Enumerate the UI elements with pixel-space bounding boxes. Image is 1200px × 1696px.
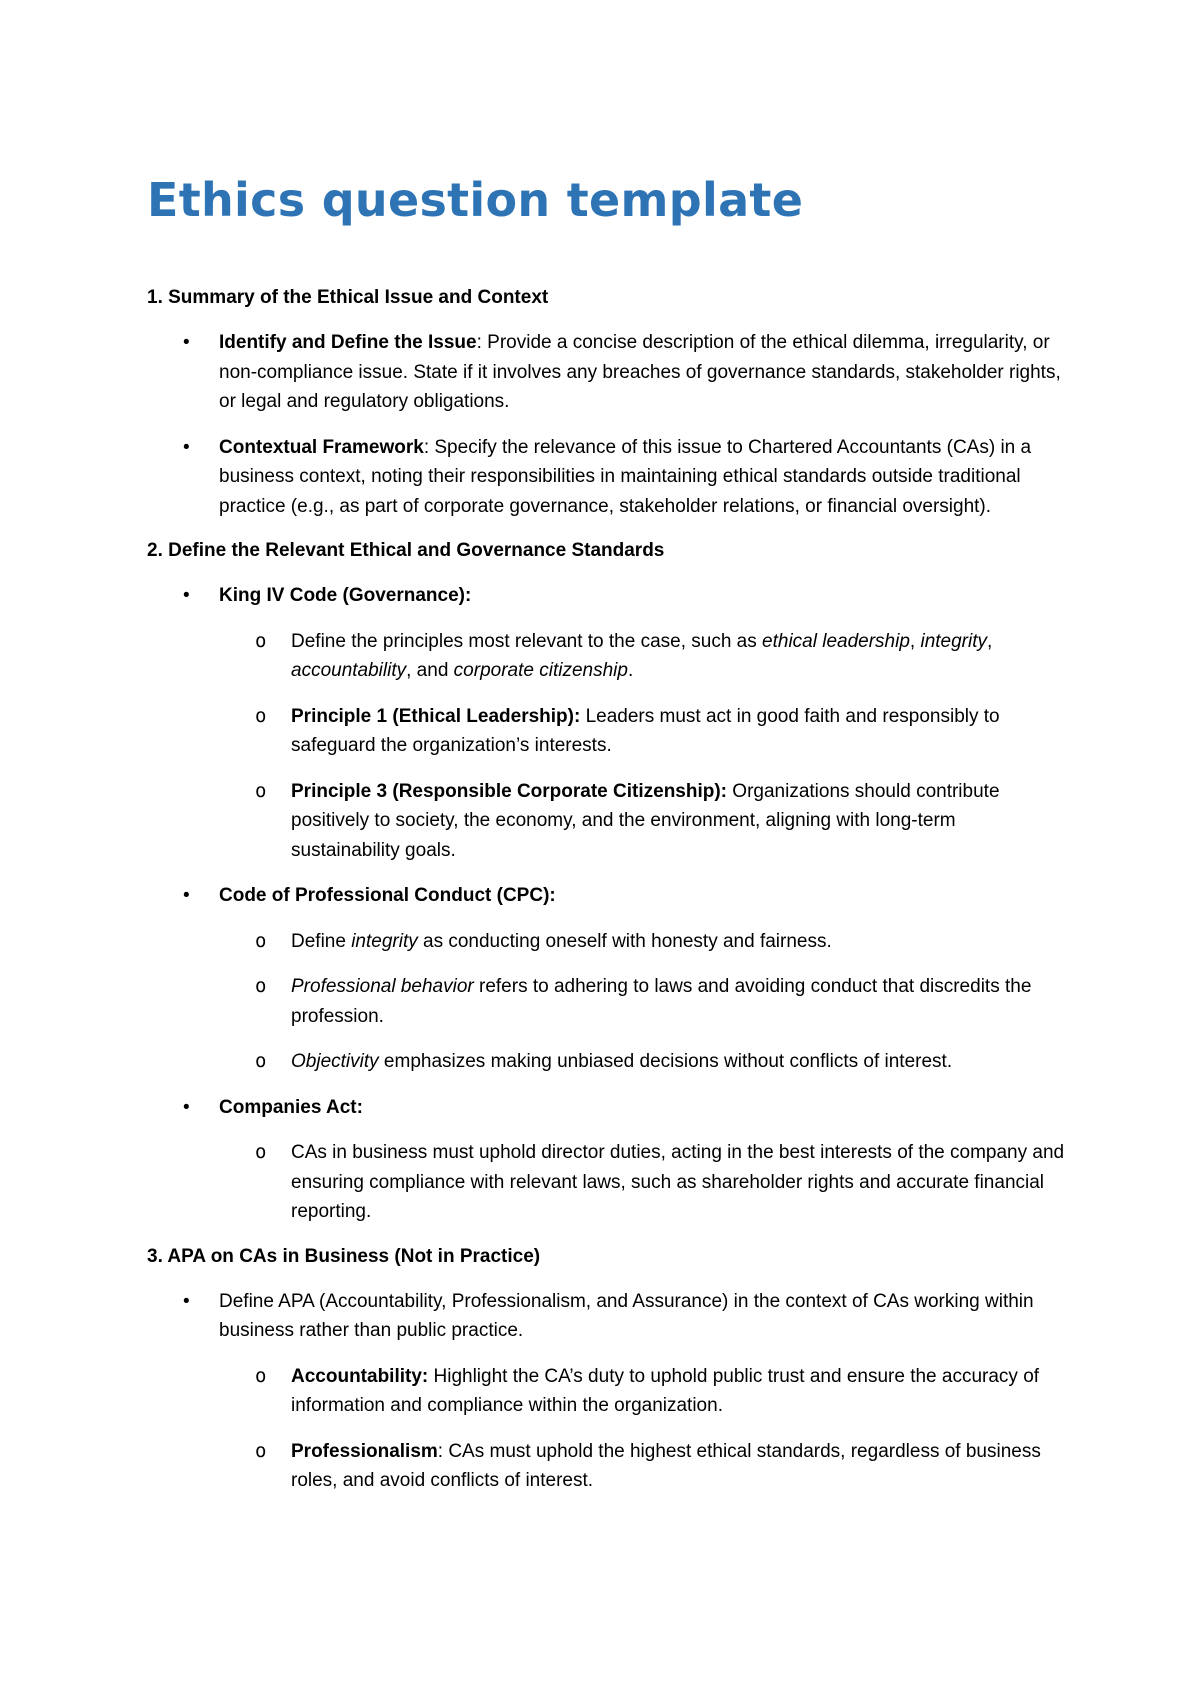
text-segment: Define: [291, 930, 352, 952]
section-2-list: [147, 581, 1067, 1227]
list-item-cpc: [147, 881, 1067, 1077]
text-professionalism: : CAs must uphold the highest ethical standards, regardless of business roles, and avoid conflicts of interest.: [291, 1440, 1041, 1491]
sub-bullet-icon: o: [255, 1050, 267, 1072]
section-1-list: [147, 328, 1067, 521]
label-companies-act: Companies Act:: [219, 1096, 363, 1118]
term-principle-3: Principle 3 (Responsible Corporate Citizenship):: [291, 780, 728, 802]
text-identify-issue: : Provide a concise description of the ethical dilemma, irregularity, or non-compliance issue. State if it involves any breaches of governance standards, stakeholder rights, or legal and regulatory obligations.: [219, 332, 1061, 412]
sub-item-professional-behavior: [219, 972, 1067, 1031]
list-item-contextual-framework: [147, 433, 1067, 522]
document-body: [147, 172, 1067, 1512]
text-segment: as conducting oneself with honesty and fairness.: [417, 930, 832, 952]
term-integrity: integrity: [351, 930, 418, 952]
list-item-king-iv: [147, 581, 1067, 865]
sub-bullet-icon: o: [255, 629, 267, 652]
companies-act-sublist: [219, 1138, 1067, 1227]
apa-sublist: [219, 1362, 1067, 1496]
term-principle-1: Principle 1 (Ethical Leadership):: [291, 705, 581, 727]
term-objectivity: Objectivity: [291, 1051, 379, 1072]
term-accountability: Accountability:: [291, 1365, 429, 1387]
bullet-icon: •: [183, 885, 190, 906]
bullet-icon: •: [183, 332, 190, 353]
section-3-heading: 3. APA on CAs in Business (Not in Practice): [147, 1245, 541, 1267]
text-accountability: Highlight the CA’s duty to uphold public trust and ensure the accuracy of information and compliance within the organization.: [291, 1365, 1040, 1416]
cpc-sublist: [219, 927, 1067, 1077]
text-apa-intro: Define APA (Accountability, Professionalism, and Assurance) in the context of CAs working within business rather than public practice.: [219, 1290, 1034, 1341]
sub-bullet-icon: o: [255, 1141, 267, 1163]
sub-item-integrity: [219, 927, 1067, 957]
list-item-apa-intro: [147, 1287, 1067, 1496]
bullet-icon: •: [183, 585, 190, 606]
text-principle-1: Leaders must act in good faith and responsibly to safeguard the organization’s interests.: [291, 705, 1000, 756]
text-director-duties: CAs in business must uphold director duties, acting in the best interests of the company and ensuring compliance with relevant laws, such as shareholder rights and accurate financial reporting.: [291, 1142, 1065, 1222]
text-segment: , and: [406, 660, 454, 681]
text-segment: ,: [987, 630, 993, 652]
sub-item-accountability: [219, 1362, 1067, 1421]
sub-item-principle-3: [219, 777, 1067, 866]
term-ethical-leadership: ethical leadership: [762, 630, 910, 652]
sub-item-professionalism: [219, 1437, 1067, 1496]
sub-bullet-icon: o: [255, 779, 267, 802]
sub-bullet-icon: o: [255, 1364, 267, 1387]
term-accountability: accountability: [291, 660, 407, 681]
section-3-list: [147, 1287, 1067, 1496]
bullet-icon: •: [183, 1290, 190, 1312]
sub-item-principle-1: [219, 702, 1067, 761]
text-segment: Define the principles most relevant to the case, such as: [291, 630, 763, 652]
text-contextual-framework: : Specify the relevance of this issue to Chartered Accountants (CAs) in a business context, noting their responsibilities in maintaining ethical standards outside traditional practice (e.g., as part of corporate governance, stakeholder relations, or financial oversight).: [219, 436, 1032, 517]
sub-bullet-icon: o: [255, 929, 267, 952]
sub-item-director-duties: [219, 1138, 1067, 1227]
section-1-heading: 1. Summary of the Ethical Issue and Context: [147, 287, 549, 308]
sub-bullet-icon: o: [255, 704, 267, 727]
term-professionalism: Professionalism: [291, 1440, 438, 1462]
term-professional-behavior: Professional behavior: [291, 976, 474, 997]
text-segment: ,: [909, 630, 921, 652]
sub-bullet-icon: o: [255, 975, 267, 997]
sub-item-objectivity: [219, 1047, 1067, 1077]
document-title: Ethics question template: [147, 173, 804, 227]
term-corporate-citizenship: corporate citizenship: [453, 660, 628, 681]
term-identify-issue: Identify and Define the Issue: [219, 332, 477, 353]
term-contextual-framework: Contextual Framework: [219, 436, 424, 458]
text-segment: refers to adhering to laws and avoiding conduct that discredits the profession.: [291, 976, 1032, 1027]
label-king-iv: King IV Code (Governance):: [219, 585, 472, 606]
text-segment: .: [627, 660, 634, 681]
bullet-icon: •: [183, 436, 190, 458]
text-principle-3: Organizations should contribute positively to society, the economy, and the environment, aligning with long-term sustainability goals.: [291, 780, 1000, 861]
sub-bullet-icon: o: [255, 1439, 267, 1462]
sub-item-define-principles: [219, 627, 1067, 686]
label-cpc: Code of Professional Conduct (CPC):: [219, 885, 556, 906]
king-iv-sublist: [219, 627, 1067, 866]
list-item-identify-issue: [147, 328, 1067, 417]
section-2-heading: 2. Define the Relevant Ethical and Governance Standards: [147, 540, 665, 561]
bullet-icon: •: [183, 1096, 190, 1118]
list-item-companies-act: [147, 1093, 1067, 1227]
text-segment: emphasizes making unbiased decisions without conflicts of interest.: [378, 1051, 953, 1072]
term-integrity: integrity: [920, 630, 987, 652]
